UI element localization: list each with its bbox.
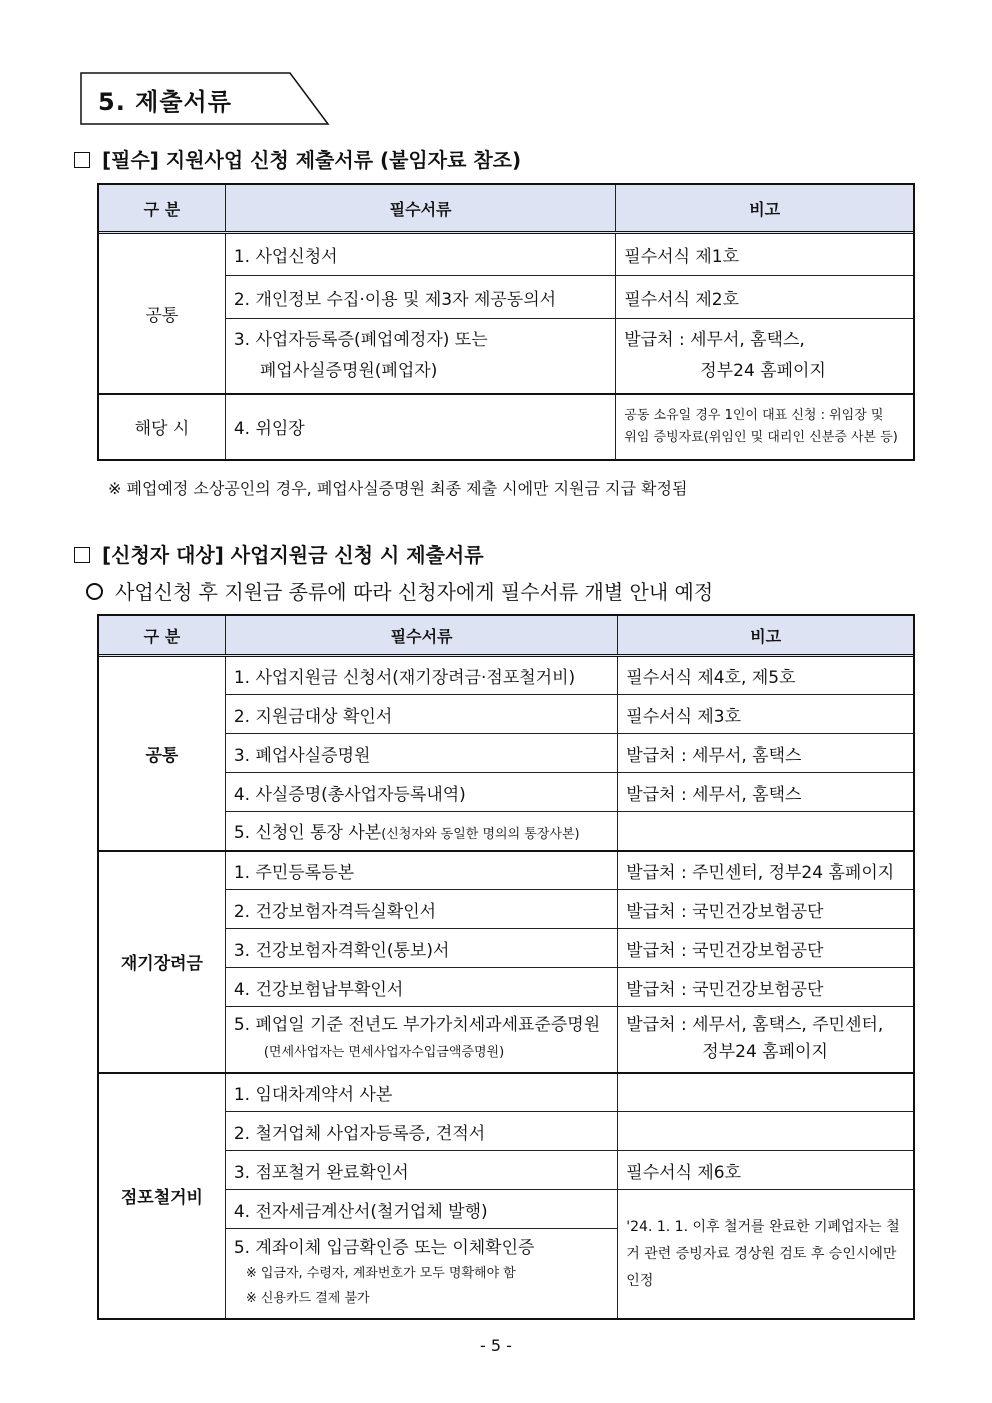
block1-heading: [필수] 지원사업 신청 제출서류 (붙임자료 참조): [74, 144, 521, 173]
header-category: 구 분: [99, 185, 226, 233]
header-remarks: 비고: [616, 185, 914, 233]
note-cell: 발급처 : 국민건강보험공단: [618, 890, 914, 929]
note-cell: 발급처 : 세무서, 홈택스, 정부24 홈페이지: [616, 319, 914, 394]
doc-cell: 3. 폐업사실증명원: [225, 734, 617, 773]
note-cell: 발급처 : 국민건강보험공단: [618, 968, 914, 1007]
block1-table: [98, 184, 914, 460]
block2-heading: [신청자 대상] 사업지원금 신청 시 제출서류: [74, 539, 484, 568]
header-required-docs: 필수서류: [225, 616, 617, 656]
checkbox-icon: [74, 152, 90, 168]
note-cell: 필수서식 제2호: [616, 276, 914, 319]
doc-cell: 2. 지원금대상 확인서: [225, 695, 617, 734]
category-common: 공통: [99, 656, 226, 851]
note-cell: 필수서식 제4호, 제5호: [618, 656, 914, 695]
section-title: 5. 제출서류: [98, 88, 232, 116]
doc-cell: 2. 건강보험자격득실확인서: [225, 890, 617, 929]
note-cell: 발급처 : 세무서, 홈택스, 주민센터, 정부24 홈페이지: [618, 1007, 914, 1073]
doc-cell: 4. 건강보험납부확인서: [225, 968, 617, 1007]
header-remarks: 비고: [618, 616, 914, 656]
note-cell: 필수서식 제1호: [616, 233, 914, 276]
header-required-docs: 필수서류: [225, 185, 615, 233]
doc-cell: 1. 임대차계약서 사본: [225, 1073, 617, 1112]
note-cell: 발급처 : 주민센터, 정부24 홈페이지: [618, 851, 914, 890]
note-cell: 발급처 : 세무서, 홈택스: [618, 734, 914, 773]
block1-footnote: ※ 폐업예정 소상공인의 경우, 폐업사실증명원 최종 제출 시에만 지원금 지급 확정됨: [108, 479, 688, 498]
note-cell: 필수서식 제3호: [618, 695, 914, 734]
doc-cell: 4. 위임장: [225, 394, 615, 460]
block2-subline: 사업신청 후 지원금 종류에 따라 신청자에게 필수서류 개별 안내 예정: [86, 576, 713, 605]
note-cell: 공동 소유일 경우 1인이 대표 신청 : 위임장 및 위임 증빙자료(위임인 및 대리인 신분증 사본 등): [616, 394, 914, 460]
doc-cell: 1. 사업지원금 신청서(재기장려금·점포철거비): [225, 656, 617, 695]
doc-cell: 5. 계좌이체 입금확인증 또는 이체확인증 ※ 입금자, 수령자, 계좌번호가 모두 명확해야 함 ※ 신용카드 결제 불가: [225, 1229, 617, 1319]
note-cell: 필수서식 제6호: [618, 1151, 914, 1190]
section-title-box: [80, 72, 328, 124]
circle-bullet-icon: [86, 583, 103, 600]
doc-cell: 5. 신청인 통장 사본(신청자와 동일한 명의의 통장사본): [225, 812, 617, 851]
doc-cell: 1. 주민등록등본: [225, 851, 617, 890]
doc-cell: 5. 폐업일 기준 전년도 부가가치세과세표준증명원 (면세사업자는 면세사업자수입금액증명원): [225, 1007, 617, 1073]
doc-cell: 1. 사업신청서: [225, 233, 615, 276]
note-cell: '24. 1. 1. 이후 철거를 완료한 기폐업자는 철거 관련 증빙자료 경상원 검토 후 승인시에만 인정: [618, 1190, 914, 1319]
doc-cell: 3. 점포철거 완료확인서: [225, 1151, 617, 1190]
page-number: - 5 -: [480, 1336, 512, 1355]
note-cell: 발급처 : 세무서, 홈택스: [618, 773, 914, 812]
category-when-applicable: 해당 시: [99, 394, 226, 460]
doc-cell: 4. 전자세금계산서(철거업체 발행): [225, 1190, 617, 1229]
doc-cell: 3. 사업자등록증(폐업예정자) 또는 폐업사실증명원(폐업자): [225, 319, 615, 394]
checkbox-icon: [74, 547, 90, 563]
doc-cell: 2. 철거업체 사업자등록증, 견적서: [225, 1112, 617, 1151]
category-restart-incentive: 재기장려금: [99, 851, 226, 1073]
category-common: 공통: [99, 233, 226, 394]
note-cell: 발급처 : 국민건강보험공단: [618, 929, 914, 968]
note-cell: [618, 1073, 914, 1112]
block2-table: [98, 615, 914, 1319]
category-store-demolition: 점포철거비: [99, 1073, 226, 1319]
doc-cell: 3. 건강보험자격확인(통보)서: [225, 929, 617, 968]
header-category: 구 분: [99, 616, 226, 656]
doc-cell: 4. 사실증명(총사업자등록내역): [225, 773, 617, 812]
note-cell: [618, 1112, 914, 1151]
note-cell: [618, 812, 914, 851]
doc-cell: 2. 개인정보 수집·이용 및 제3자 제공동의서: [225, 276, 615, 319]
